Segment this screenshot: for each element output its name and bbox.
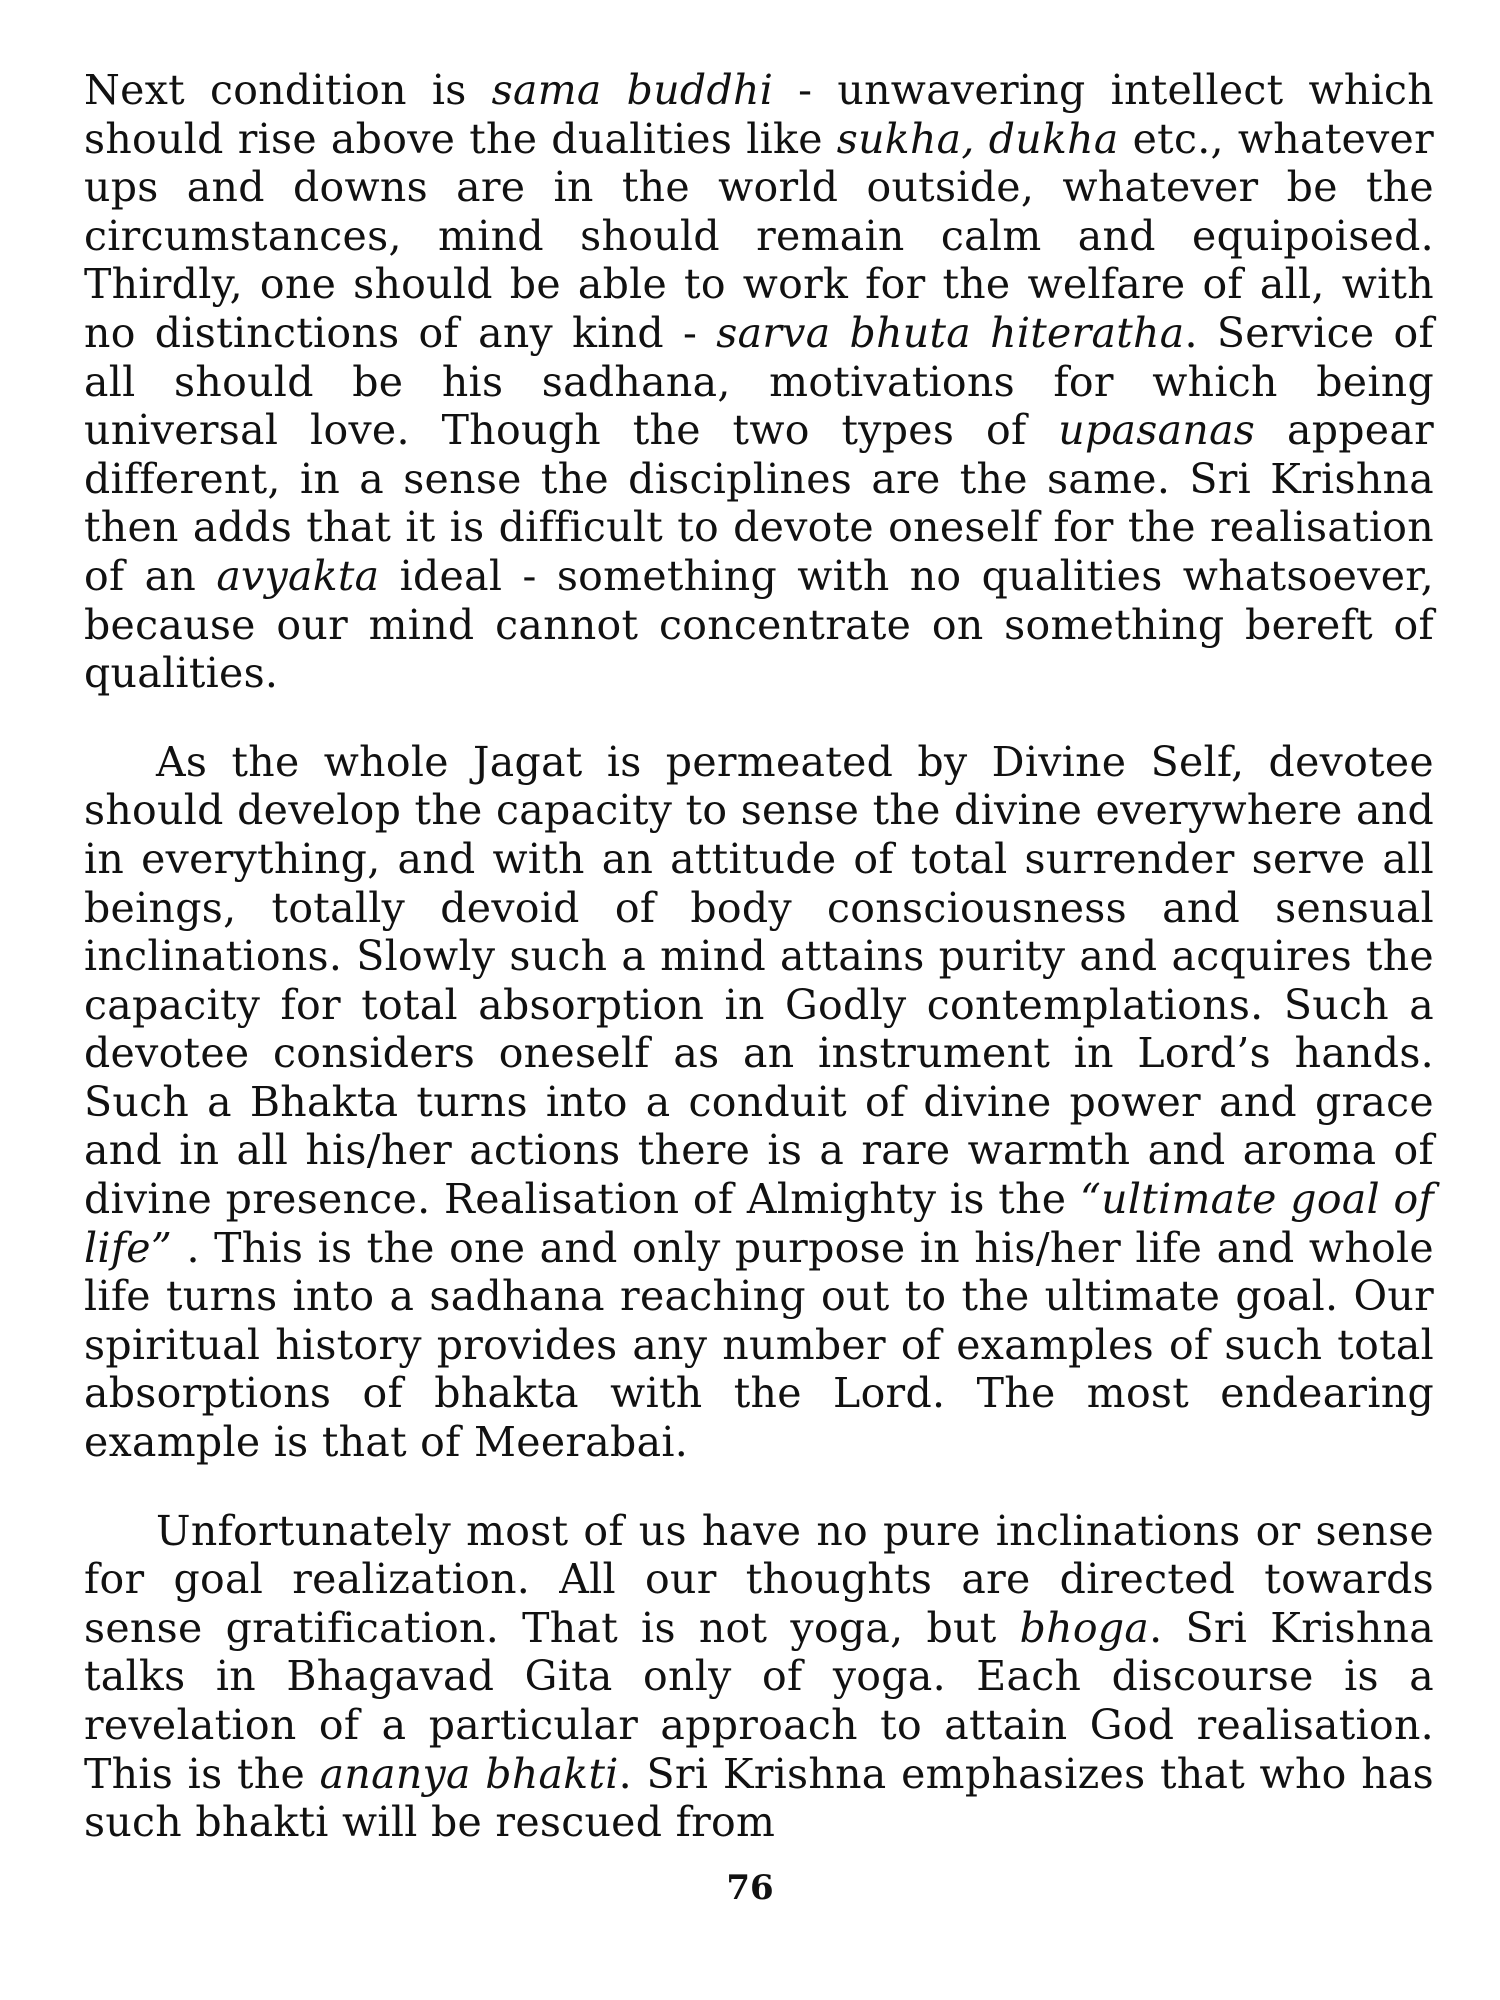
text-segment: ideal - something with no qualities whatsoever, because our mind cannot concentrate on something bereft of qualities. [84, 551, 1434, 698]
text-segment: . This is the one and only purpose in his/her life and whole life turns into a sadhana reaching out to the ultimate goal. Our spiritual history provides any number of examples of such total absorptions of bhakta with the Lord. The most endearing example is that of Meerabai. [84, 1223, 1434, 1467]
italic-term-avyakta: avyakta [216, 551, 380, 600]
text-segment: Next condition is [84, 66, 492, 114]
text-segment: Unfortunately most of us have no pure inclinations or sense for goal realization. All our thoughts are directed towards sense gratification. That is not yoga, but [84, 1506, 1434, 1652]
italic-term-sarva-bhuta-hiteratha: sarva bhuta hiteratha [716, 308, 1185, 357]
page-number: 76 [726, 1868, 774, 1908]
italic-term-bhoga: bhoga [1019, 1603, 1150, 1652]
italic-term-upasanas: upasanas [1058, 406, 1256, 455]
text-segment: appear different, in a sense the disciplines are the same. Sri Krishna then adds that it is difficult to devote oneself for the realisation of an [84, 406, 1435, 600]
paragraph-1 [84, 66, 1434, 698]
paragraph-3 [84, 1507, 1434, 1847]
text-segment: As the whole Jagat is permeated by Divine Self, devotee should develop the capacity to sense the divine everywhere and in everything, and with an attitude of total surrender serve all beings, totally devoid of body consciousness and sensual inclinations. Slowly such a mind attains purity and acquires the capacity for total absorption in Godly contemplations. Such a devotee considers oneself as an instrument in Lord’s hands. Such a Bhakta turns into a conduit of divine power and grace and in all his/her actions there is a rare warmth and aroma of divine presence. Realisation of Almighty is the [84, 737, 1434, 1224]
italic-quote-ultimate-goal: “ultimate goal of life” [84, 1175, 1435, 1272]
text-segment: . Sri Krishna talks in Bhagavad Gita only of yoga. Each discourse is a revelation of a particular approach to attain God realisation. This is the [84, 1603, 1435, 1798]
text-segment: . Sri Krishna emphasizes that who has such bhakti will be rescued from [84, 1749, 1435, 1847]
text-segment: etc., whatever ups and downs are in the world outside, whatever be the circumstances, mind should remain calm and equipoised. Thirdly, one should be able to work for the welfare of all, with no distinctions of any kind - [84, 114, 1434, 357]
text-segment: . Service of all should be his sadhana, motivations for which being universal love. Though the two types of [84, 308, 1434, 455]
paragraph-2 [84, 738, 1434, 1467]
italic-term-ananya-bhakti: ananya bhakti [319, 1749, 619, 1798]
italic-term-sama-buddhi: sama buddhi [491, 66, 774, 114]
text-segment: - unwavering intellect which should rise above the dualities like [84, 66, 1434, 163]
page-body [84, 66, 1434, 1847]
italic-term-sukha-dukha: sukha, dukha [836, 114, 1119, 163]
